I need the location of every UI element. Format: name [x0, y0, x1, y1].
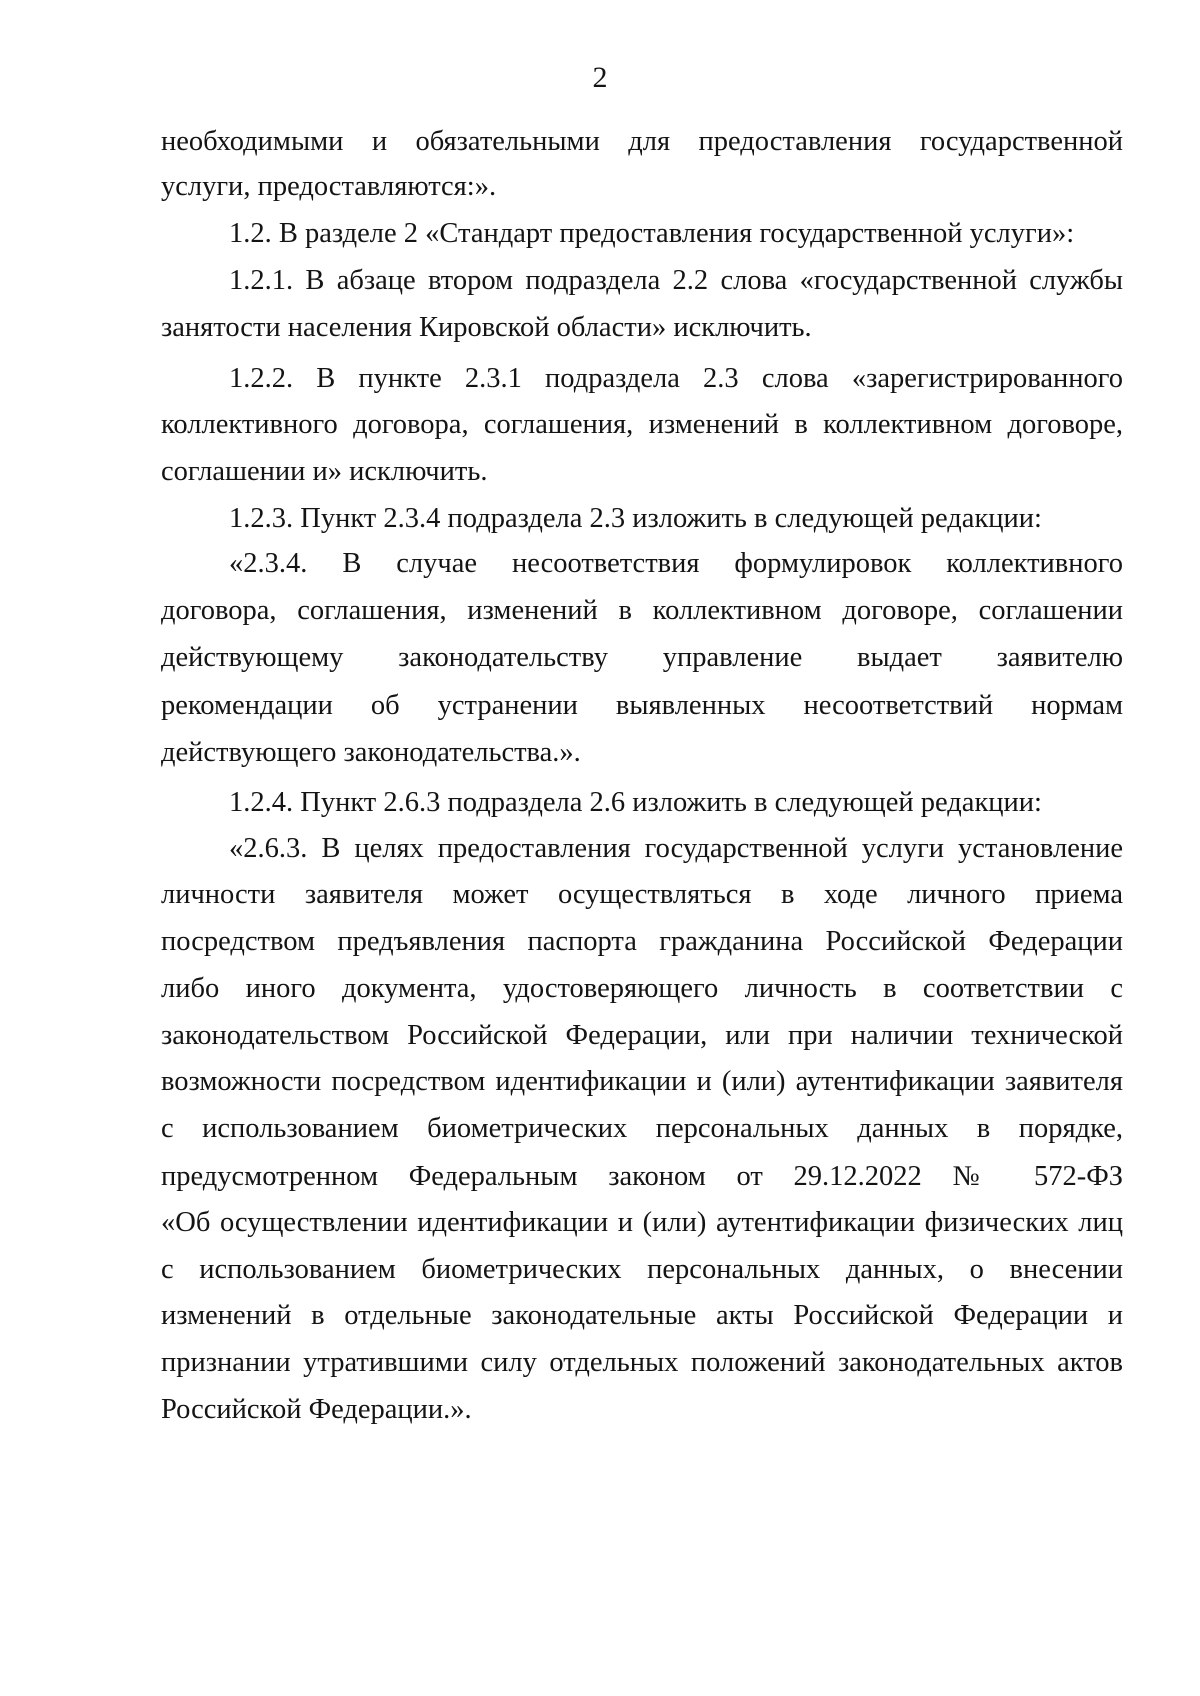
text-line: действующего законодательства.». [161, 737, 581, 768]
text-line: 1.2.4. Пункт 2.6.3 подраздела 2.6 изложить в следующей редакции: [229, 787, 1042, 818]
text-line: личности заявителя может осуществляться в ходе личного приема [161, 879, 1123, 910]
text-line: возможности посредством идентификации и (или) аутентификации заявителя [161, 1066, 1123, 1097]
text-line: 1.2.1. В абзаце втором подраздела 2.2 слова «государственной службы [229, 265, 1123, 296]
text-line: предусмотренном Федеральным законом от 29.12.2022 № 572-ФЗ [161, 1161, 1123, 1192]
text-line: с использованием биометрических персональных данных, о внесении [161, 1254, 1123, 1285]
text-line: услуги, предоставляются:». [161, 171, 497, 202]
text-line: 1.2. В разделе 2 «Стандарт предоставления государственной услуги»: [229, 218, 1075, 249]
text-line: с использованием биометрических персональных данных в порядке, [161, 1113, 1123, 1144]
text-line: 1.2.2. В пункте 2.3.1 подраздела 2.3 слова «зарегистрированного [229, 363, 1123, 394]
text-line: договора, соглашения, изменений в коллективном договоре, соглашении [161, 595, 1123, 626]
text-line: Российской Федерации.». [161, 1394, 472, 1425]
text-line: либо иного документа, удостоверяющего личность в соответствии с [161, 973, 1123, 1004]
text-line: изменений в отдельные законодательные акты Российской Федерации и [161, 1300, 1123, 1331]
page-number: 2 [592, 61, 608, 94]
text-line: признании утратившими силу отдельных положений законодательных актов [161, 1347, 1123, 1378]
text-line: посредством предъявления паспорта гражданина Российской Федерации [161, 926, 1123, 957]
text-line: 1.2.3. Пункт 2.3.4 подраздела 2.3 изложить в следующей редакции: [229, 503, 1042, 534]
text-line: занятости населения Кировской области» исключить. [161, 312, 812, 343]
text-line: коллективного договора, соглашения, изменений в коллективном договоре, [161, 409, 1123, 440]
text-line: необходимыми и обязательными для предоставления государственной [161, 126, 1123, 157]
text-line: «Об осуществлении идентификации и (или) аутентификации физических лиц [161, 1207, 1123, 1238]
text-line: законодательством Российской Федерации, или при наличии технической [161, 1020, 1123, 1051]
text-line: «2.3.4. В случае несоответствия формулировок коллективного [229, 548, 1123, 579]
text-line: рекомендации об устранении выявленных несоответствий нормам [161, 690, 1123, 721]
text-line: «2.6.3. В целях предоставления государственной услуги установление [229, 833, 1123, 864]
text-line: действующему законодательству управление выдает заявителю [161, 642, 1123, 673]
text-line: соглашении и» исключить. [161, 456, 488, 487]
